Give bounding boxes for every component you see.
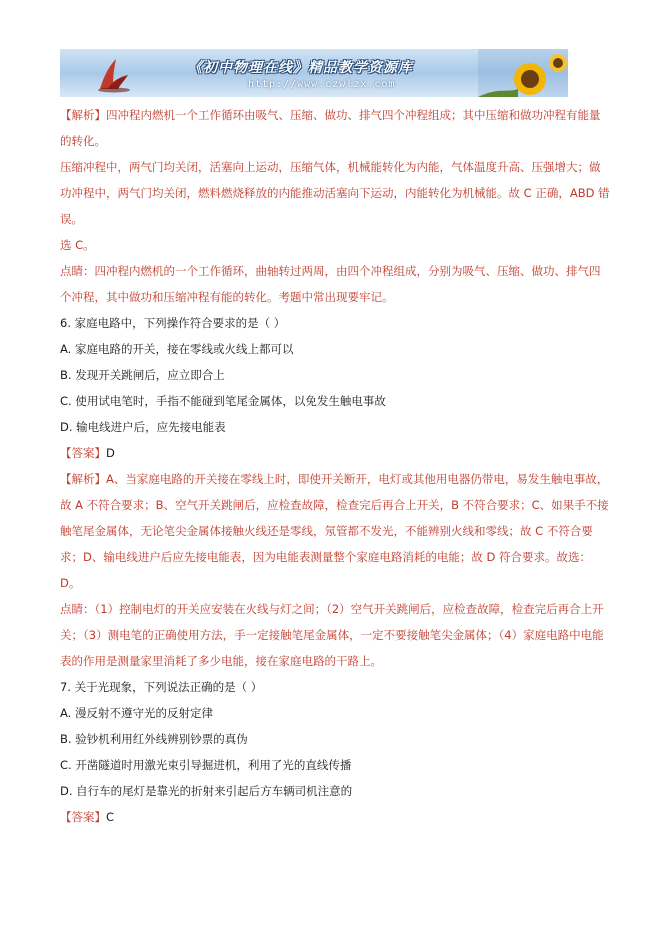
q6-option-b: B. 发现开关跳闸后，应立即合上 <box>60 368 225 382</box>
q5-analysis-detail: 压缩冲程中，两气门均关闭，活塞向上运动，压缩气体，机械能转化为内能，气体温度升高、压强增大；做功冲程中，两气门均关闭，燃料燃烧释放的内能推动活塞向下运动，内能转化为机械能。故 C 正确，ABD 错误。 <box>60 160 610 226</box>
q7-answer-value: C <box>106 810 115 824</box>
banner-url: http://www.czwlzx.com <box>248 79 396 90</box>
q7-option-b: B. 验钞机利用红外线辨别钞票的真伪 <box>60 732 248 746</box>
document-body <box>60 102 610 830</box>
site-logo-icon <box>94 55 134 93</box>
sunflower-icon <box>478 49 568 97</box>
q7-answer <box>60 804 610 830</box>
q7-question: 7. 关于光现象，下列说法正确的是（ ） <box>60 680 263 694</box>
q6-option-c: C. 使用试电笔时，手指不能碰到笔尾金属体，以免发生触电事故 <box>60 394 386 408</box>
q5-comment: 点睛：四冲程内燃机的一个工作循环，曲轴转过两周，由四个冲程组成，分别为吸气、压缩、做功、排气四个冲程，其中做功和压缩冲程有能的转化。考题中常出现要牢记。 <box>60 264 601 304</box>
q7-option-c: C. 开凿隧道时用激光束引导掘进机，利用了光的直线传播 <box>60 758 352 772</box>
q6-question: 6. 家庭电路中，下列操作符合要求的是（ ） <box>60 316 286 330</box>
q7-option-d: D. 自行车的尾灯是靠光的折射来引起后方车辆司机注意的 <box>60 784 353 798</box>
q6-option-d: D. 输电线进户后，应先接电能表 <box>60 420 226 434</box>
header-banner <box>60 49 568 97</box>
q6-answer-value: D <box>106 446 115 460</box>
q6-answer-tag: 【答案】 <box>60 446 106 460</box>
q7-option-a: A. 漫反射不遵守光的反射定律 <box>60 706 213 720</box>
q6-option-a: A. 家庭电路的开关，接在零线或火线上都可以 <box>60 342 294 356</box>
q6-answer <box>60 440 610 466</box>
q6-analysis: 【解析】A、当家庭电路的开关接在零线上时，即使开关断开，电灯或其他用电器仍带电，易发生触电事故，故 A 不符合要求；B、空气开关跳闸后，应检查故障，检查完后再合上开关，B 不符合要求；C、如果手不接触笔尾金属体，无论笔尖金属体接触火线还是零线，氖管都不发光，不能辨别火线和零线；故 C 不符合要求；D、输电线进户后应先接电能表，因为电能表测量整个家庭电路消耗的电能；故 D 符合要求。故选：D。 <box>60 472 609 590</box>
q5-choice: 选 C。 <box>60 238 95 252</box>
banner-title: 《初中物理在线》精品教学资源库 <box>188 60 413 76</box>
q5-analysis: 【解析】四冲程内燃机一个工作循环由吸气、压缩、做功、排气四个冲程组成；其中压缩和做功冲程有能量的转化。 <box>60 108 601 148</box>
q6-comment: 点睛：（1）控制电灯的开关应安装在火线与灯之间；（2）空气开关跳闸后，应检查故障，检查完后再合上开关；（3）测电笔的正确使用方法，手一定接触笔尾金属体，一定不要接触笔尖金属体；（4）家庭电路中电能表的作用是测量家里消耗了多少电能，接在家庭电路的干路上。 <box>60 602 604 668</box>
q7-answer-tag: 【答案】 <box>60 810 106 824</box>
